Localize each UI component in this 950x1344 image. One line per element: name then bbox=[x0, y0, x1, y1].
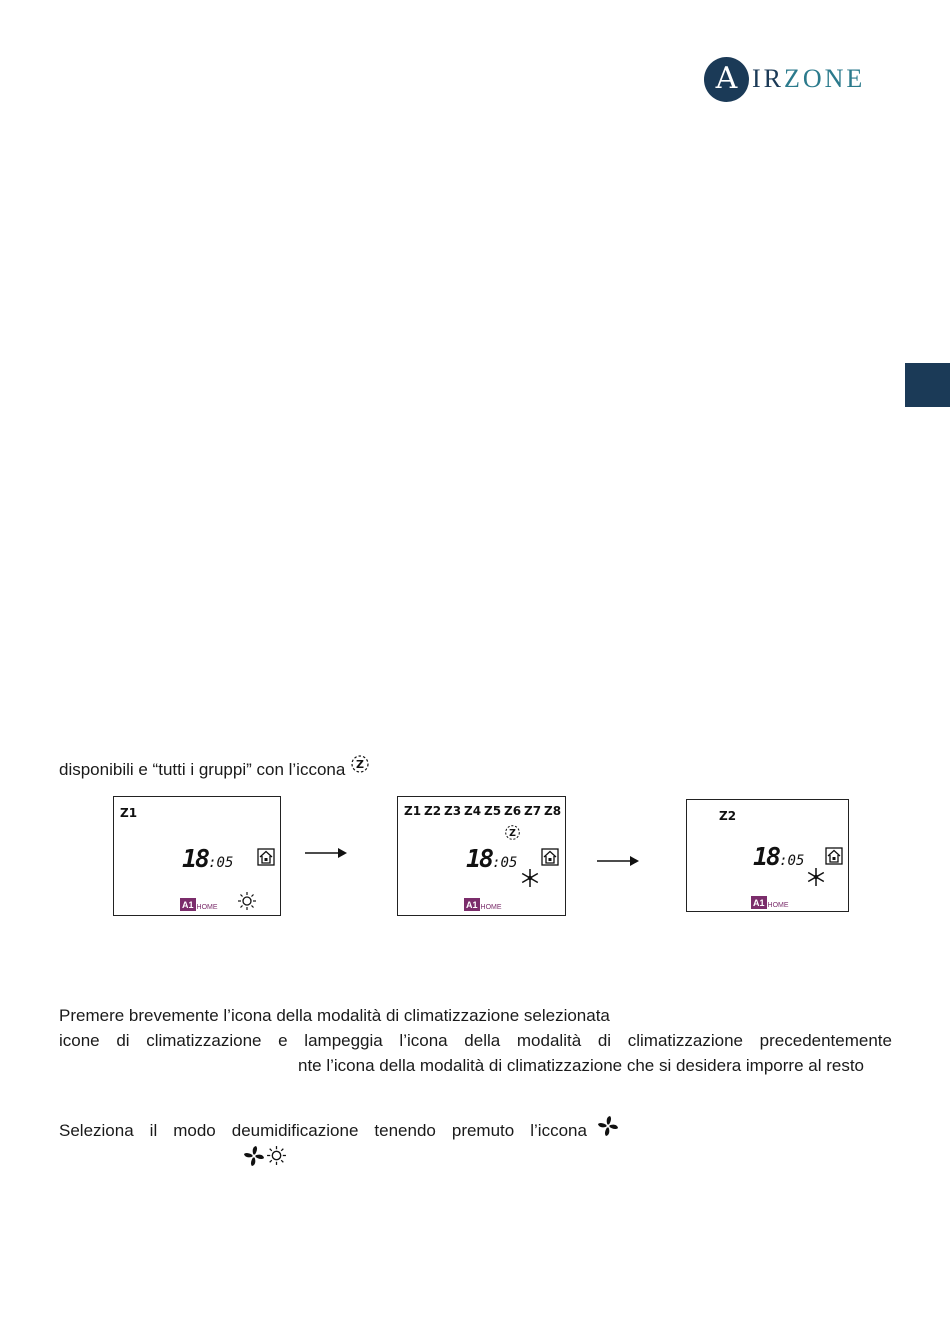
clock-display: 18:05 bbox=[753, 842, 805, 871]
athome-badge: A1 HOME bbox=[466, 900, 502, 911]
clock-display: 18:05 bbox=[182, 844, 234, 873]
clock-display: 18:05 bbox=[466, 844, 518, 873]
logo-wordmark: IRZONE bbox=[752, 64, 866, 93]
thermostat-screen-2 bbox=[397, 796, 566, 916]
arrow-icon bbox=[305, 847, 347, 859]
zone-label-3: Z3 bbox=[444, 804, 462, 818]
text-line-1: disponibili e “tutti i gruppi” con l’iccona Z bbox=[59, 760, 370, 780]
text-line-3: icone di climatizzazione e lampeggia l’icona della modalità di climatizzazione precedentemente bbox=[59, 1031, 892, 1050]
thermostat-screen-1 bbox=[113, 796, 281, 916]
sun-icon bbox=[237, 891, 257, 911]
zone-label-8: Z8 bbox=[544, 804, 562, 818]
zone-label-6: Z6 bbox=[504, 804, 522, 818]
house-icon bbox=[541, 848, 559, 866]
house-icon bbox=[257, 848, 275, 866]
text-line-5: Seleziona il modo deumidificazione tenendo premuto l’iccona bbox=[59, 1121, 587, 1140]
zone-label: Z2 bbox=[719, 809, 737, 823]
text-line-2: Premere brevemente l’icona della modalità di climatizzazione selezionata bbox=[59, 1006, 610, 1025]
sun-icon bbox=[266, 1145, 287, 1166]
section-tab bbox=[905, 363, 950, 407]
svg-text:Z: Z bbox=[509, 827, 516, 839]
zone-label-1: Z1 bbox=[404, 804, 422, 818]
athome-badge: A1 HOME bbox=[753, 898, 789, 909]
snowflake-icon bbox=[806, 867, 826, 887]
fan-icon bbox=[596, 1114, 620, 1138]
zone-label-4: Z4 bbox=[464, 804, 482, 818]
fan-icon bbox=[242, 1144, 266, 1168]
zone-label-7: Z7 bbox=[524, 804, 542, 818]
athome-badge: A1 HOME bbox=[182, 900, 218, 911]
arrow-icon bbox=[597, 855, 639, 867]
text-line-4: nte l’icona della modalità di climatizzazione che si desidera imporre al resto bbox=[298, 1056, 864, 1075]
zone-label-5: Z5 bbox=[484, 804, 502, 818]
house-icon bbox=[825, 847, 843, 865]
thermostat-screen-3 bbox=[686, 799, 849, 912]
zone-label: Z1 bbox=[120, 806, 138, 820]
all-groups-icon bbox=[350, 754, 370, 774]
airzone-logo bbox=[704, 56, 874, 104]
svg-text:Z: Z bbox=[356, 757, 365, 771]
logo-circle: A bbox=[704, 57, 749, 102]
snowflake-icon bbox=[520, 868, 540, 888]
all-groups-icon bbox=[504, 824, 521, 841]
zone-label-2: Z2 bbox=[424, 804, 442, 818]
